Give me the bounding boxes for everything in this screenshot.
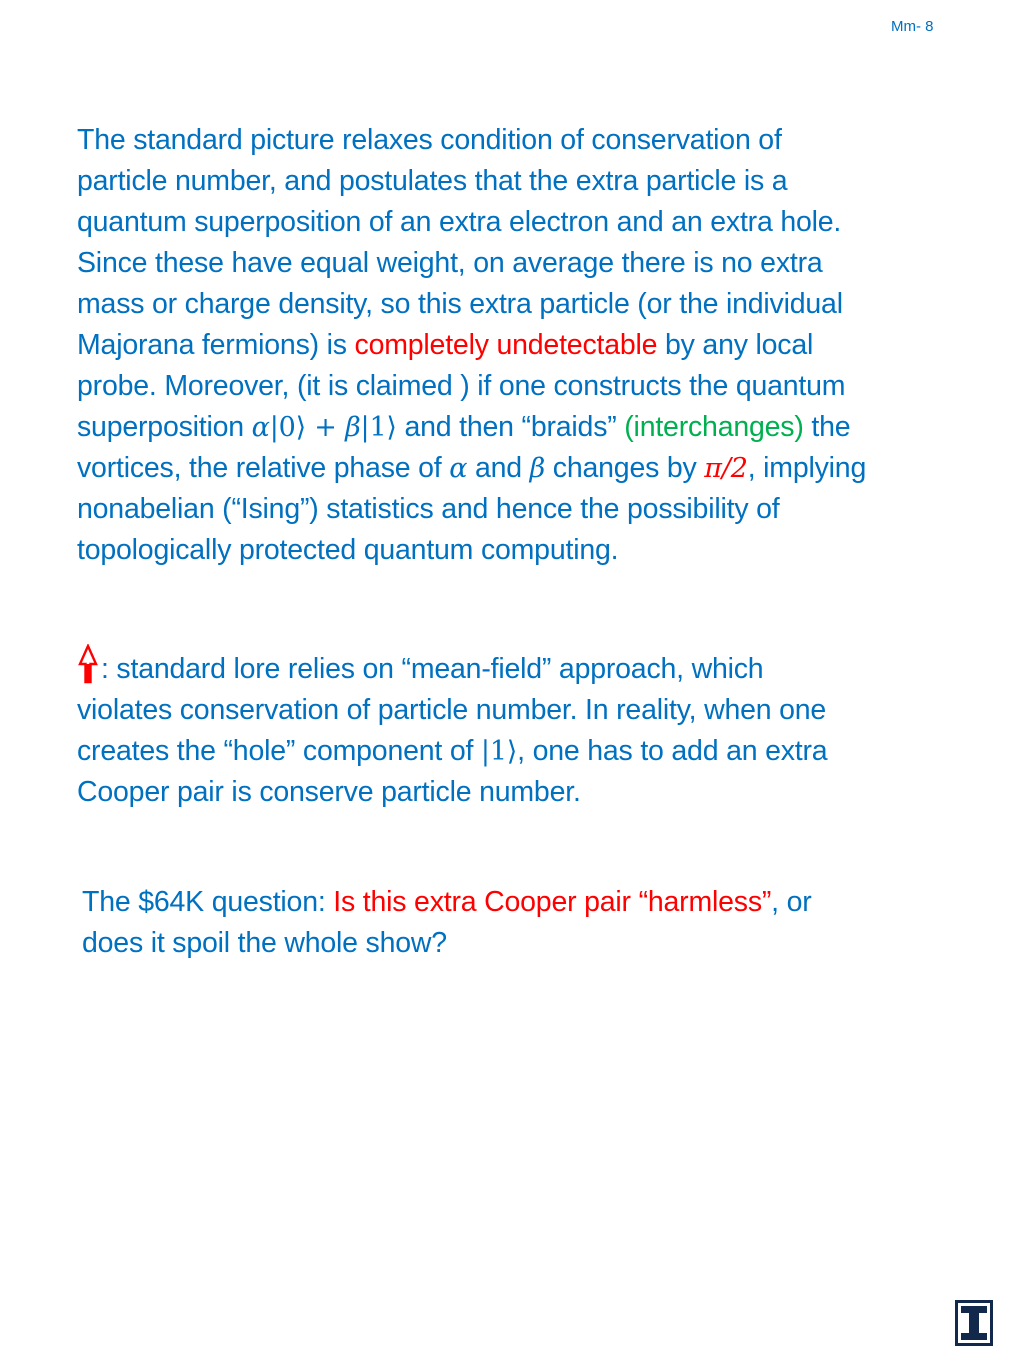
text-line: violates conservation of particle number. In reality, when one — [77, 694, 827, 726]
math-plus: + — [305, 412, 346, 443]
text-span: changes by — [545, 452, 705, 484]
text-line — [82, 882, 982, 923]
text-line: topologically protected quantum computing. — [77, 534, 619, 566]
text-line: particle number, and postulates that the extra particle is a — [77, 165, 788, 197]
text-line: does it spoil the whole show? — [82, 927, 447, 959]
text-span: creates the “hole” component of — [77, 735, 481, 767]
text-line: nonabelian (“Ising”) statistics and hence the possibility of — [77, 493, 780, 525]
math-alpha: α — [251, 412, 270, 443]
text-line — [77, 407, 977, 448]
highlight-harmless-question: Is this extra Cooper pair “harmless” — [333, 886, 772, 918]
math-ket-1-text: |1⟩ — [480, 736, 518, 767]
text-span: , or — [771, 886, 812, 918]
math-beta: β — [345, 412, 361, 443]
text-line: Since these have equal weight, on average there is no extra — [77, 247, 823, 279]
text-span: , one has to add an extra — [517, 735, 828, 767]
paragraph-64k-question — [82, 882, 982, 964]
text-line — [77, 448, 977, 489]
text-line — [77, 644, 977, 690]
slide-number: Mm- 8 — [891, 18, 934, 35]
text-span: superposition — [77, 411, 252, 443]
illinois-block-i-logo — [955, 1300, 993, 1346]
text-span: vortices, the relative phase of — [77, 452, 450, 484]
text-span: Majorana fermions) is — [77, 329, 355, 361]
paragraph-mean-field-critique — [77, 644, 977, 813]
text-span: by any local — [657, 329, 814, 361]
paragraph-standard-picture — [77, 120, 977, 571]
text-line: Cooper pair is conserve particle number. — [77, 776, 581, 808]
highlight-completely-undetectable: completely undetectable — [354, 329, 658, 361]
text-line: mass or charge density, so this extra particle (or the individual — [77, 288, 843, 320]
math-beta: β — [529, 453, 546, 484]
text-line: The standard picture relaxes condition of conservation of — [77, 124, 782, 156]
text-span: The $64K question: — [82, 886, 334, 918]
text-line: probe. Moreover, (it is claimed ) if one constructs the quantum — [77, 370, 846, 402]
text-span: and then “braids” — [396, 411, 625, 443]
highlight-interchanges: (interchanges) — [624, 411, 804, 443]
text-line — [77, 731, 977, 772]
text-line: quantum superposition of an extra electron and an extra hole. — [77, 206, 842, 238]
superposition-formula — [252, 412, 397, 443]
math-pi-over-2: π/2 — [704, 453, 748, 484]
math-alpha: α — [449, 453, 468, 484]
text-span: : standard lore relies on “mean-field” approach, which — [101, 653, 764, 685]
math-ket-1: |1⟩ — [360, 412, 397, 443]
text-span: , implying — [747, 452, 867, 484]
text-line — [77, 325, 977, 366]
text-span: the — [803, 411, 851, 443]
math-ket-0: |0⟩ — [269, 412, 306, 443]
text-span: and — [467, 452, 530, 484]
red-up-arrow-icon — [77, 644, 99, 684]
math-ket-1 — [481, 736, 517, 767]
